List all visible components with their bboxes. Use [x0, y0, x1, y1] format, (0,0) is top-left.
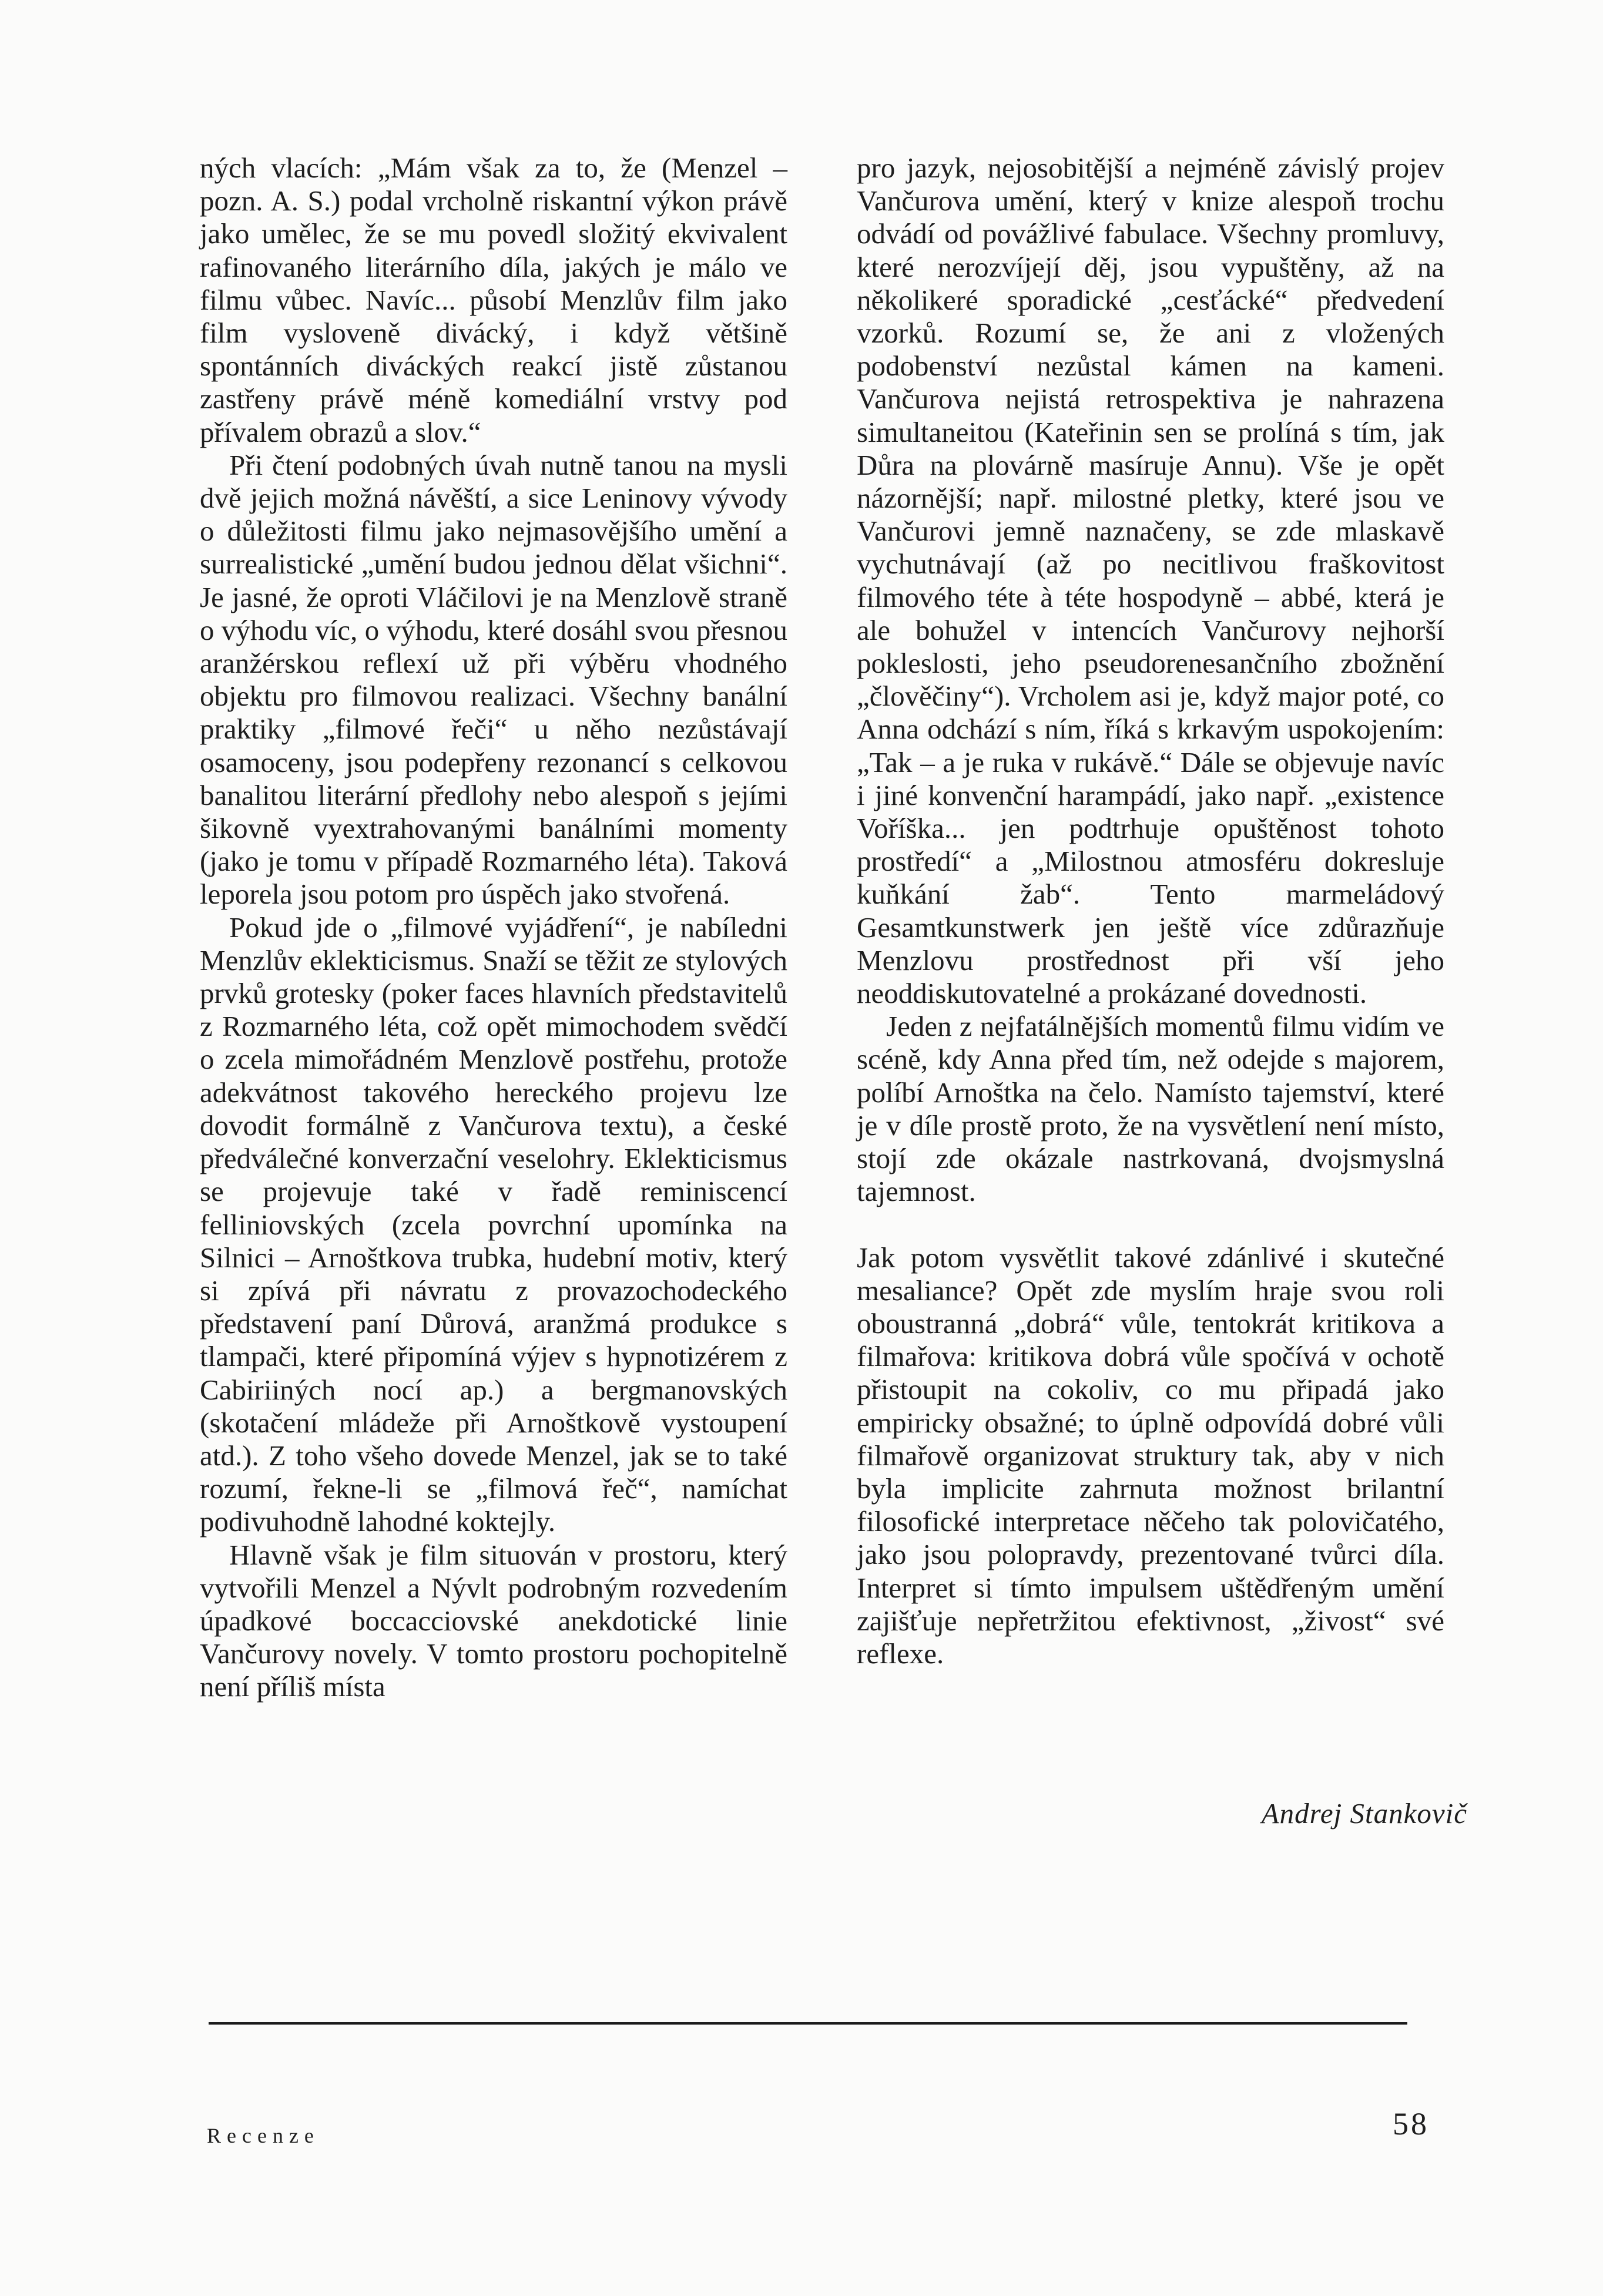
page-number: 58 — [1393, 2106, 1429, 2141]
paragraph: Hlavně však je film situován v prostoru, který vytvořili Menzel a Nývlt podrobným rozvedením úpadkové boccacciovské anekdotické linie Vančurovy novely. V tomto prostoru pochopitelně není příliš místa — [200, 1538, 787, 1703]
paragraph: Při čtení podobných úvah nutně tanou na mysli dvě jejich možná návěští, a sice Leninovy vývody o důležitosti filmu jako nejmasovějšího umění a surrealistické „umění budou jednou dělat všichni“. Je jasné, že oproti Vláčilovi je na Menzlově straně o výhodu víc, o výhodu, které dosáhl svou přesnou aranžérskou reflexí už při výběru vhodného objektu pro filmovou realizaci. Všechny banální praktiky „filmové řeči“ u něho nezůstávají osamoceny, jsou podepřeny rezonancí s celkovou banalitou literární předlohy nebo alespoň s jejími šikovně vyextrahovanými banálními momenty (jako je tomu v případě Rozmarného léta). Taková leporela jsou potom pro úspěch jako stvořená. — [200, 448, 787, 911]
left-column — [200, 152, 787, 1704]
paragraph: Jak potom vysvětlit takové zdánlivé i skutečné mesaliance? Opět zde myslím hraje svou roli oboustranná „dobrá“ vůle, tentokrát kritikova a filmařova: kritikova dobrá vůle spočívá v ochotě přistoupit na cokoliv, co mu připadá jako empiricky obsažné; to úplně odpovídá dobré vůli filmařově organizovat struktury tak, aby v nich byla implicite zahrnuta možnost brilantní filosofické interpretace něčeho tak polovičatého, jako jsou polopravdy, prezentované tvůrci díla. Interpret si tímto impulsem uštědřeným umění zajišťuje nepřetržitou efektivnost, „živost“ své reflexe. — [857, 1241, 1444, 1670]
author-signature: Andrej Stankovič — [1261, 1797, 1467, 1830]
paragraph: pro jazyk, nejosobitější a nejméně závislý projev Vančurova umění, který v knize alespoň trochu odvádí od povážlivé fabulace. Všechny promluvy, které nerozvíjejí děj, jsou vypuštěny, až na několikeré sporadické „cesťácké“ předvedení vzorků. Rozumí se, že ani z vložených podobenství nezůstal kámen na kameni. Vančurova nejistá retrospektiva je nahrazena simultaneitou (Kateřinin sen se prolíná s tím, jak Důra na plovárně masíruje Annu). Vše je opět názornější; např. milostné pletky, které jsou ve Vančurovi jemně naznačeny, se zde mlaskavě vychutnávají (až po necitlivou fraškovitost filmového téte à téte hospodyně – abbé, která je ale bohužel v intencích Vančurovy nejhorší pokleslosti, jeho pseudorenesančního zbožnění „člověčiny“). Vrcholem asi je, když major poté, co Anna odchází s ním, říká s krkavým uspokojením: „Tak – a je ruka v rukávě.“ Dále se objevuje navíc i jiné konvenční harampádí, jako např. „existence Voříška... jen podtrhuje opuštěnost tohoto prostředí“ a „Milostnou atmosféru dokresluje kuňkání žab“. Tento marmeládový Gesamtkunstwerk jen ještě více zdůrazňuje Menzlovu prostřednost při vší jeho neoddiskutovatelné a prokázané dovednosti. — [857, 152, 1444, 1010]
right-column — [857, 152, 1444, 1670]
footer-section-label: Recenze — [207, 2124, 320, 2147]
paragraph: ných vlacích: „Mám však za to, že (Menzel – pozn. A. S.) podal vrcholně riskantní výkon právě jako umělec, že se mu povedl složitý ekvivalent rafinovaného literárního díla, jakých je málo ve filmu vůbec. Navíc... působí Menzlův film jako film vysloveně divácký, i když většině spontánních diváckých reakcí jistě zůstanou zastřeny právě méně komediální vrstvy pod přívalem obrazů a slov.“ — [200, 152, 787, 448]
footer-divider — [209, 2022, 1407, 2025]
paragraph: Jeden z nejfatálnějších momentů filmu vidím ve scéně, kdy Anna před tím, než odejde s majorem, políbí Arnoštka na čelo. Namísto tajemství, které je v díle prostě proto, že na vysvětlení není místo, stojí zde okázale nastrkovaná, dvojsmyslná tajemnost. — [857, 1010, 1444, 1208]
paragraph: Pokud jde o „filmové vyjádření“, je nabíledni Menzlův eklekticismus. Snaží se těžit ze stylových prvků grotesky (poker faces hlavních představitelů z Rozmarného léta, což opět mimochodem svědčí o zcela mimořádném Menzlově postřehu, protože adekvátnost takového hereckého projevu lze dovodit formálně z Vančurova textu), a české předválečné konverzační veselohry. Eklekticismus se projevuje také v řadě reminiscencí felliniovských (zcela povrchní upomínka na Silnici – Arnoštkova trubka, hudební motiv, který si zpívá při návratu z provazochodeckého představení paní Důrová, aranžmá produkce s tlampači, které připomíná výjev s hypnotizérem z Cabiriiných nocí ap.) a bergmanovských (skotačení mládeže při Arnoštkově vystoupení atd.). Z toho všeho dovede Menzel, jak se to také rozumí, řekne-li se „filmová řeč“, namíchat podivuhodně lahodné koktejly. — [200, 911, 787, 1538]
